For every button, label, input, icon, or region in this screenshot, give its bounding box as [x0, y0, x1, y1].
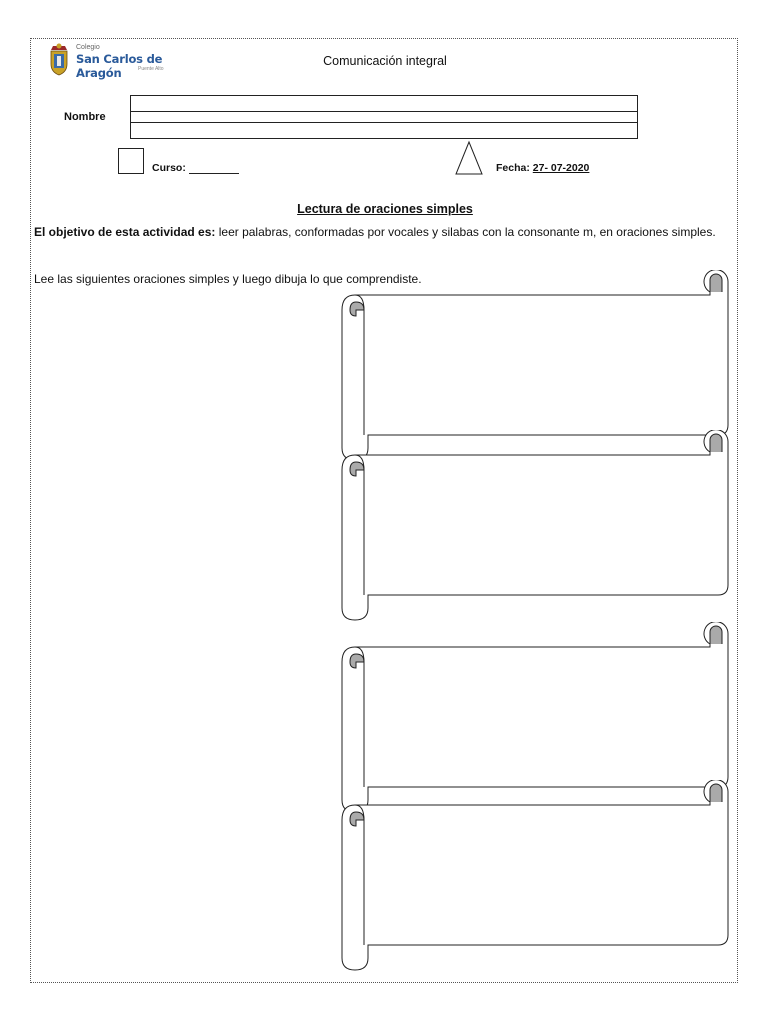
name-label: Nombre [64, 111, 106, 123]
activity-title: Lectura de oraciones simples [297, 202, 473, 216]
drawing-scroll-2[interactable] [338, 430, 734, 622]
name-field-line [131, 111, 637, 112]
school-crest-icon [46, 42, 72, 76]
school-name: San Carlos de Aragón [76, 52, 163, 80]
name-field[interactable] [130, 95, 638, 139]
name-field-line [131, 122, 637, 123]
date-field [496, 162, 589, 174]
school-logo [46, 42, 206, 80]
instruction-text: Lee las siguientes oraciones simples y luego dibuja lo que comprendiste. [34, 272, 422, 286]
date-label: Fecha: [496, 162, 530, 174]
course-checkbox[interactable] [118, 148, 144, 174]
course-label-text: Curso: [152, 162, 186, 174]
objective-body: leer palabras, conformadas por vocales y silabas con la consonante m, en oraciones simples. [215, 225, 716, 239]
objective-label: El objetivo de esta actividad es: [34, 225, 216, 239]
objective-text [34, 219, 724, 245]
school-sub: Puente Alto [138, 66, 164, 72]
scroll-icon [338, 430, 734, 622]
drawing-scroll-4[interactable] [338, 780, 734, 972]
school-prefix: Colegio [76, 44, 100, 51]
course-label [152, 162, 239, 174]
subject-title: Comunicación integral [323, 54, 447, 68]
course-blank[interactable] [189, 164, 239, 174]
date-value: 27- 07-2020 [532, 162, 590, 174]
scroll-icon [338, 780, 734, 972]
triangle-icon [455, 140, 483, 176]
